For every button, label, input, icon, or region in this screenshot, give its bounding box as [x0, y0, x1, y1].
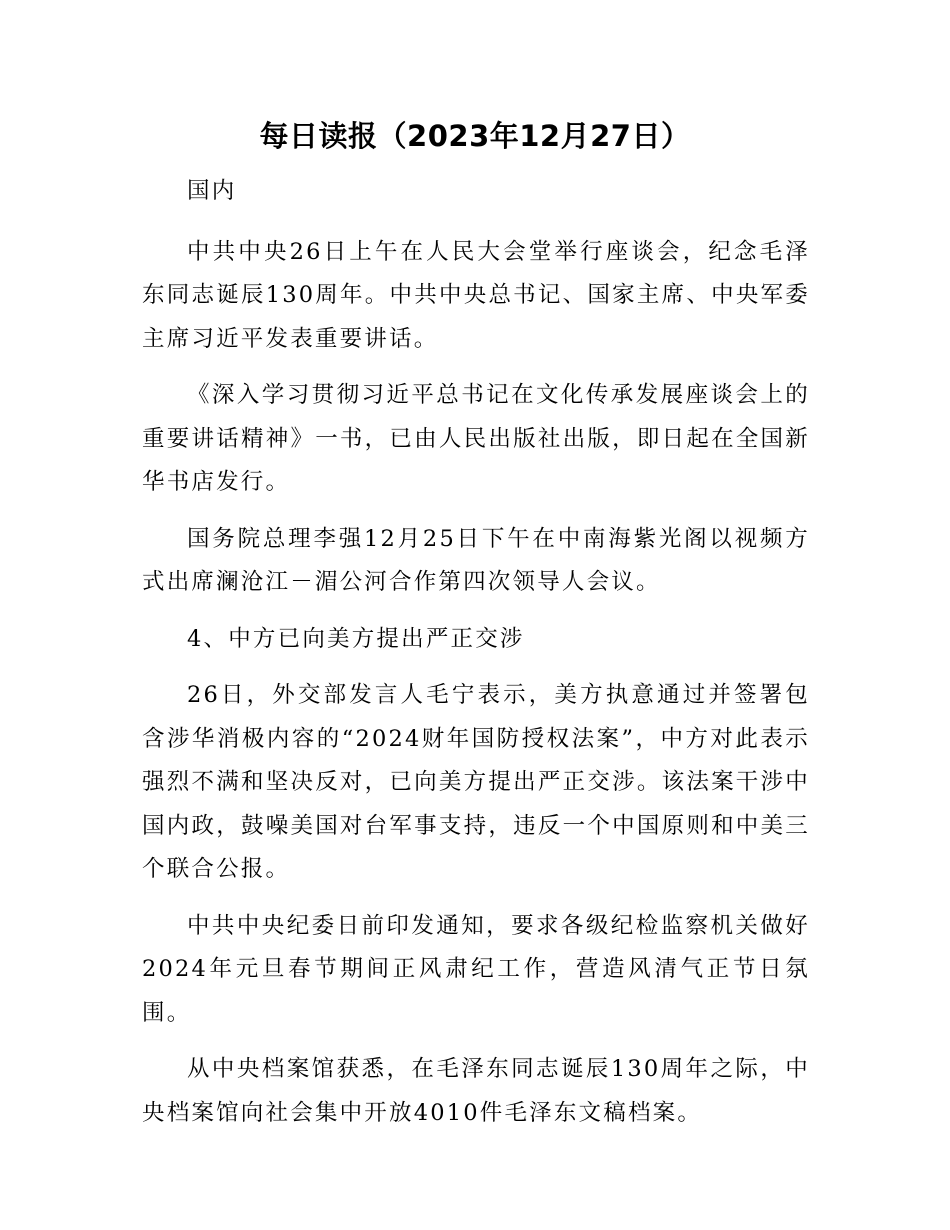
paragraph-premier-meeting: 国务院总理李强12月25日下午在中南海紫光阁以视频方式出席澜沧江－湄公河合作第四次领导人会议。: [142, 525, 810, 595]
document-title: 每日读报（2023年12月27日）: [259, 119, 691, 153]
paragraph-foreign-ministry: 26日，外交部发言人毛宁表示，美方执意通过并签署包含涉华消极内容的“2024财年国防授权法案”，中方对此表示强烈不满和坚决反对，已向美方提出严正交涉。该法案干涉中国内政，鼓噪美国对台军事支持，违反一个中国原则和中美三个联合公报。: [142, 682, 810, 882]
paragraph-discipline-notice: 中共中央纪委日前印发通知，要求各级纪检监察机关做好2024年元旦春节期间正风肃纪工作，营造风清气正节日氛围。: [142, 912, 810, 1026]
document-body: [142, 170, 810, 1148]
section-heading: 国内: [187, 178, 237, 204]
paragraph-commemoration: 中共中央26日上午在人民大会堂举行座谈会，纪念毛泽东同志诞辰130周年。中共中央总书记、国家主席、中央军委主席习近平发表重要讲话。: [142, 238, 810, 352]
paragraph-subheading: 4、中方已向美方提出严正交涉: [187, 625, 525, 652]
paragraph-book-publication: 《深入学习贯彻习近平总书记在文化传承发展座谈会上的重要讲话精神》一书，已由人民出版社出版，即日起在全国新华书店发行。: [142, 382, 810, 495]
paragraph-archives: 从中央档案馆获悉，在毛泽东同志诞辰130周年之际，中央档案馆向社会集中开放4010件毛泽东文稿档案。: [142, 1056, 810, 1126]
